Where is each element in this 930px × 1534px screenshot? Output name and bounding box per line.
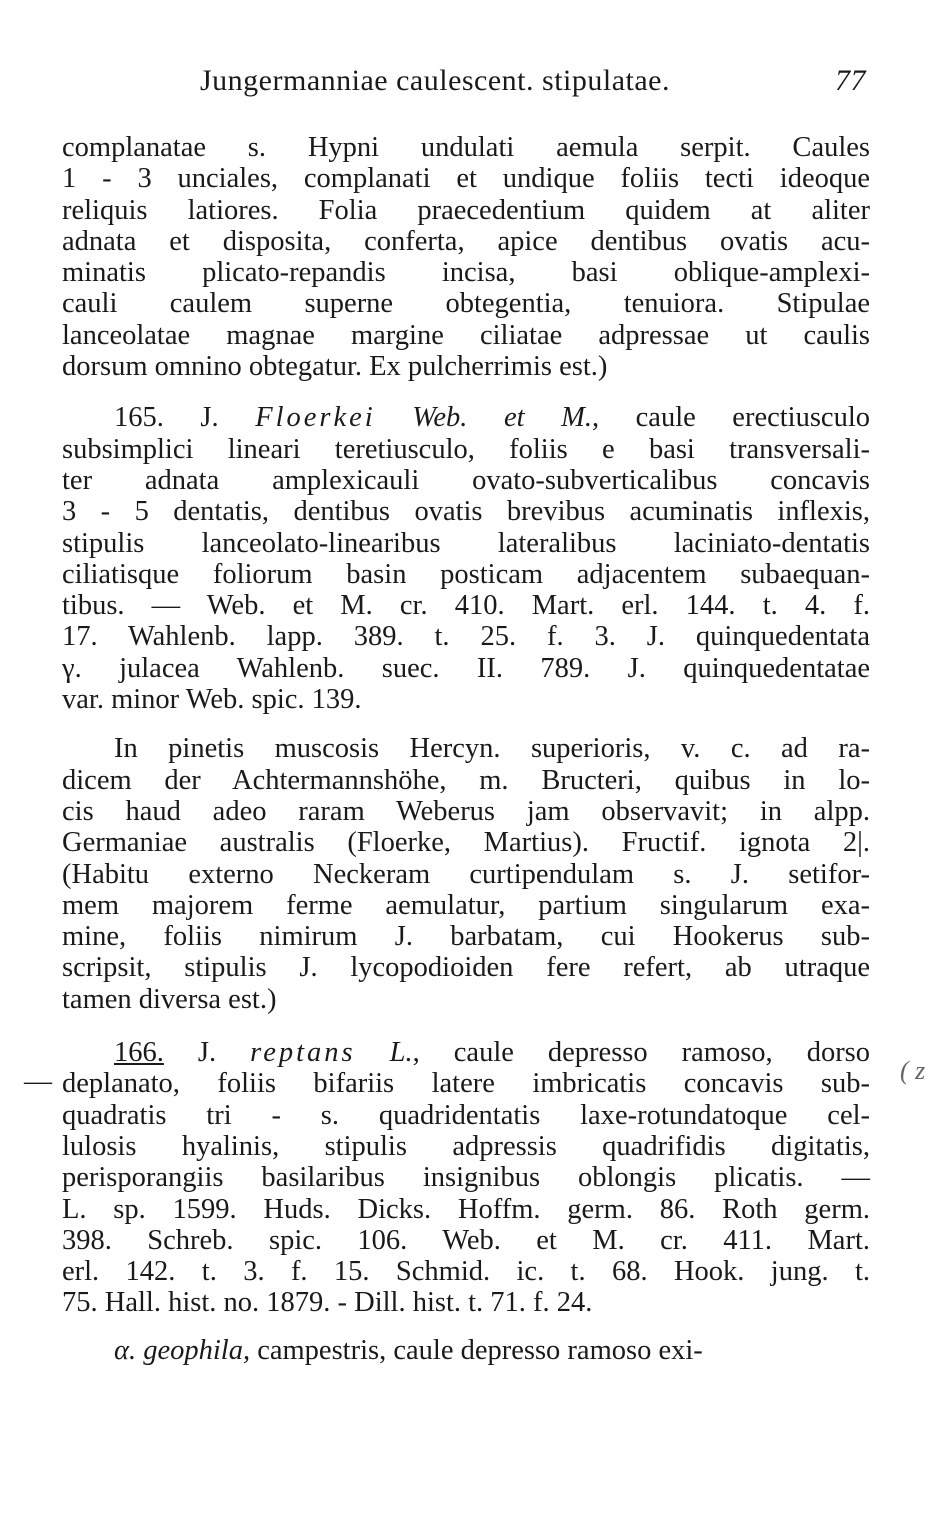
entry-165-heading: 165. J. Floerkei Web. et M., caule erectiusculo: [114, 402, 870, 434]
habitat-line: tamen diversa est.): [62, 983, 277, 1015]
habitat-line: cis haud adeo raram Weberus jam observavit; in alpp.: [62, 795, 870, 827]
text-line: quadratis tri - s. quadridentatis laxe-rotundatoque cel-: [62, 1099, 870, 1131]
habitat-line: Germaniae australis (Floerke, Martius). Fructif. ignota 2|.: [62, 827, 870, 859]
text-line: complanatae s. Hypni undulati aemula serpit. Caules: [62, 132, 870, 163]
habitat-line: dicem der Achtermannshöhe, m. Bructeri, quibus in lo-: [62, 764, 870, 796]
text-line: adnata et disposita, conferta, apice dentibus ovatis acu-: [62, 225, 870, 257]
text-line: subsimplici lineari teretiusculo, foliis e basi transversali-: [62, 433, 870, 465]
page-number: 77: [835, 64, 866, 97]
text-line: stipulis lanceolato-linearibus lateralibus laciniato-dentatis: [62, 527, 870, 559]
variety-label: α.: [114, 1334, 137, 1366]
text-line: ter adnata amplexicauli ovato-subverticalibus concavis: [62, 464, 870, 496]
text-line: perisporangiis basilaribus insignibus oblongis plicatis. —: [62, 1162, 870, 1194]
reference-line: 75. Hall. hist. no. 1879. - Dill. hist. t. 71. f. 24.: [62, 1287, 593, 1319]
reference-line: 398. Schreb. spic. 106. Web. et M. cr. 411. Mart.: [62, 1224, 870, 1256]
running-head-title: Jungermanniae caulescent. stipulatae.: [200, 64, 670, 97]
text-line: deplanato, foliis bifariis latere imbricatis concavis sub-: [62, 1068, 870, 1100]
page-body: [62, 132, 870, 1366]
text-line: minatis plicato-repandis incisa, basi oblique-amplexi-: [62, 257, 870, 289]
text-line: 1 - 3 unciales, complanati et undique foliis tecti ideoque: [62, 163, 870, 195]
margin-dash-mark: —: [24, 1066, 52, 1097]
text-line: reliquis latiores. Folia praecedentium quidem at aliter: [62, 194, 870, 226]
reference-line: tibus. — Web. et M. cr. 410. Mart. erl. 144. t. 4. f.: [62, 590, 870, 622]
species-name: reptans: [250, 1037, 356, 1069]
habitat-line: (Habitu externo Neckeram curtipendulam s. J. setifor-: [62, 858, 870, 890]
habitat-line: scripsit, stipulis J. lycopodioiden fere refert, ab utraque: [62, 952, 870, 984]
text-line: lanceolatae magnae margine ciliatae adpressae ut caulis: [62, 319, 870, 351]
reference-line: erl. 142. t. 3. f. 15. Schmid. ic. t. 68. Hook. jung. t.: [62, 1256, 870, 1288]
text-line: lulosis hyalinis, stipulis adpressis quadrifidis digitatis,: [62, 1130, 870, 1162]
species-name: Floerkei: [255, 402, 376, 434]
margin-pencil-mark: ( z: [900, 1056, 926, 1085]
reference-line: L. sp. 1599. Huds. Dicks. Hoffm. germ. 86. Roth germ.: [62, 1193, 870, 1225]
reference-line: γ. julacea Wahlenb. suec. II. 789. J. quinquedentatae: [62, 652, 870, 684]
authority: Web. et M.: [412, 402, 592, 434]
running-head: [200, 64, 880, 98]
entry-number: 165. J.: [114, 402, 219, 434]
text-line: 3 - 5 dentatis, dentibus ovatis brevibus acuminatis inflexis,: [62, 496, 870, 528]
habitat-line: mem majorem ferme aemulatur, partium singularum exa-: [62, 889, 870, 921]
variety-name: geophila,: [143, 1334, 251, 1366]
entry-number: 166.: [114, 1037, 164, 1069]
entry-166-heading: 166. J. reptans L., caule depresso ramoso, dorso: [114, 1037, 871, 1069]
text-line: cauli caulem superne obtegentia, tenuiora. Stipulae: [62, 288, 870, 320]
reference-line: 17. Wahlenb. lapp. 389. t. 25. f. 3. J. quinquedentata: [62, 621, 870, 653]
text-line: ciliatisque foliorum basin posticam adjacentem subaequan-: [62, 558, 870, 590]
habitat-line: mine, foliis nimirum J. barbatam, cui Hookerus sub-: [62, 921, 870, 953]
variety-line: α. geophila, campestris, caule depresso ramoso exi-: [114, 1334, 703, 1366]
text-line: dorsum omnino obtegatur. Ex pulcherrimis est.): [62, 351, 608, 383]
reference-line: var. minor Web. spic. 139.: [62, 684, 362, 716]
habitat-line: In pinetis muscosis Hercyn. superioris, v. c. ad ra-: [114, 733, 870, 765]
authority: L.: [389, 1037, 413, 1069]
